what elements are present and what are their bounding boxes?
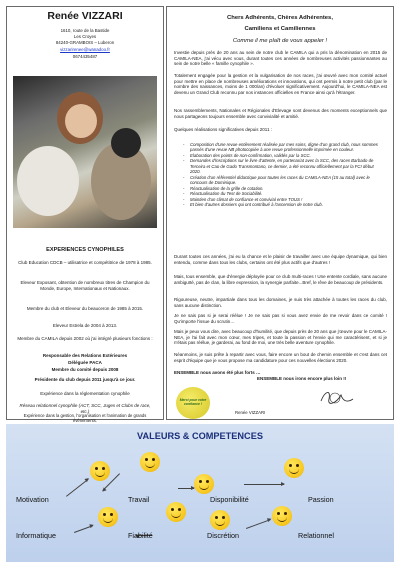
letter-paragraph: Durant toutes ces années, j'ai eu la chance et le plaisir de travailler avec une équipe dynamique, qui bien entendu, comme dans tous les clubs, certains ont été plus actifs que d'autres ! [174,254,387,265]
experience-item: Club Education CDCB – utilisatrice et compétitrice de 1978 à 1985. [18,260,152,265]
emoji-icon [194,474,214,494]
closing-line2: ENSEMBLE nous irons encore plus loin !! [257,376,347,381]
achievement-item: - Elaboration des points de non-confirmation, validés par la SCC. [181,153,383,158]
letter-paragraph: Mais je peux vous dire, avec beaucoup d'humilité, que depuis près de 20 ans que j'œuvre pour le CAMILA-NEA, je l'ai fait avec mon cœur, mes tripes, et toute la passion et l'envie qui me caractérisent, et si je n'étais pas réélue, je garderai, au fond de moi, une très belle aventure cynophile. [174,329,387,346]
emoji-icon [284,458,304,478]
letter-paragraph: Investie depuis près de 20 ans au sein de notre club le CAMILA qui a pris la dénomination en 2015 de CAMILA-NEA, j'ai vécu avec vous, durant toutes ces années de nombreuses activités passionnantes au sein de notre belle « famille cynophile ». [174,50,387,67]
emoji-icon [210,510,230,530]
experience-item: Expérience dans la réglementation cynophile [40,391,130,396]
letter-paragraph: Quelques réalisations significatives depuis 2011 : [174,127,272,132]
achievements-list [181,142,383,207]
portrait-photo [13,76,157,228]
experience-item: Membre du club et Eleveur du beauceron de 1985 à 2015. [26,306,144,311]
closing-line1: ENSEMBLE nous avons été plus forts … [174,370,261,375]
experiences-title: EXPERIENCES CYNOPHILES [46,247,124,253]
signature-icon [317,387,357,409]
address-line3: 84240-GRAMBOIS – Luberon [55,40,115,45]
emoji-icon [166,502,186,522]
achievement-item: - Réactualisation du Test de Sociabilité. [181,191,383,196]
achievement-item: - Maintien d'un climat de confiance et convivial entre TOUS ! [181,197,383,202]
achievement-item: - Réactualisation de la grille de cotation. [181,186,383,191]
achievement-item: - Demandes d'inscriptions sur le livre d'attente, en partenariat avec la SCC, des races Barbado de Terceira et Cao de Gado Transmontano, ce dernier, a été reconnu officiellement par la FCI début 2020. [181,158,383,174]
arrow-icon [244,484,284,485]
skill-travail: Travail [128,495,150,504]
emoji-icon [140,452,160,472]
arrow-icon [74,525,93,533]
address-line2: Les Croyes [73,34,97,39]
thanks-badge: Merci pour votre confiance ! [176,387,210,419]
achievement-item: - Composition d'une revue entièrement réalisée par mes soins, digne d'un grand club, nous sommes passés d'une revue NB photocopiée à une revue professionnelle imprimée en couleur. [181,142,383,153]
experience-item: Eleveur Exposant, obtention de nombreux titres de Champion du Monde, Europe, Internationaux et Nationaux. [20,280,150,291]
letter-column [166,6,394,420]
letter-paragraph: Nos rassemblements, Nationales et Régionales d'Elevage sont devenus des moments exceptionnels que nous partageons toujours ensemble avec convivialité et amitié. [174,108,387,119]
profile-name: Renée VIZZARI [47,10,123,22]
arrow-icon [178,488,194,489]
profile-column [6,6,164,424]
skill-fiabilite: Fiabilité [128,531,153,540]
experience-item: Présidente du club depuis 2011 jusqu'à ce jour. [34,377,136,382]
experience-item: Membre du comité depuis 2008 [51,367,119,372]
experience-item: Expérience dans la gestion, l'organisation et l'animation de grands évènements. [23,413,147,424]
phone: 0674435487 [72,54,98,59]
letter-paragraph: Mais, tous ensemble, que d'énergie déployée pour ce club multi-races ! Une entente cordiale, sans aucune ambiguïté, pas de clan, la libre expression, la synergie parfaite...Bref, le rêve de beaucoup de présidents. [174,274,387,285]
skill-motivation: Motivation [16,495,49,504]
greeting-italic: Comme il me plaît de vous appeler ! [232,38,328,44]
emoji-icon [90,461,110,481]
signature-name: Renée VIZZARI [235,410,266,415]
emoji-icon [98,507,118,527]
letter-paragraph: Néanmoins, je suis prête à repartir avec vous, faire encore un bout de chemin ensemble et c'est dans cet esprit d'équipe que je vous propose ma candidature pour ces nouvelles élections 2020. [174,352,387,363]
values-title: VALEURS & COMPETENCES [137,431,263,441]
letter-paragraph: Totalement engagée pour la gestion et la vulgarisation de nos races, j'ai œuvré avec mon comité actuel pour mettre en place de nombreuses améliorations et innovations, qui ont permis à notre petit club (par le nombre des naissances, moins de 1 000/an) d'évoluer significativement. Aujourd'hui, le CAMILA-NEA est devenu un Grand Club reconnu par nos instances officielles en France ainsi qu'à l'étranger. [174,73,387,95]
skill-disponibilite: Disponibilité [210,495,249,504]
skill-passion: Passion [308,495,334,504]
email-link[interactable]: vizzarirenee@wanadoo.fr [60,47,110,52]
address-line1: 1610, route de la Bastide [60,28,110,33]
experience-item: Eleveur Estrela de 2004 à 2013. [52,323,118,328]
skill-discretion: Discrétion [207,531,239,540]
greeting-line1: Chers Adhérents, Chères Adhérentes, [227,15,333,21]
experience-item: Déléguée PACA [68,360,102,365]
experience-item: Membre du CAMILA depuis 2002 où j'ai intégré plusieurs fonctions : [17,336,153,341]
experience-item: Réseau relationnel cynophile (ACT, SCC, Juges et Clubs de race, etc.) [19,403,151,414]
greeting-line2: Camiliens et Camiliennes [244,26,316,32]
values-panel [6,424,394,562]
letter-paragraph: Rigoureuse, neutre, impartiale dans tous les domaines, je suis très attachée à toutes les races du club, sans aucune distinction. [174,297,387,308]
arrow-icon [66,479,89,497]
skill-relationnel: Relationnel [298,531,334,540]
skill-informatique: Informatique [16,531,56,540]
achievement-item: - Création d'un référentiel didactique pour toutes les races du CAMILA-NEA (15 au total) avec le concours de Dominique. [181,175,383,186]
letter-paragraph: Je ne sais pas si je serai réélue ! Je ne sais pas si vous avez envie de me revoir dans ce comité ! Qu'importe l'issue du scrutin… [174,313,387,324]
achievement-item: - Et bien d'autres dossiers qui ont contribué à l'ascension de notre club. [181,202,383,207]
experience-item: Responsable des Relations Extérieures [42,353,128,358]
arrow-icon [246,519,271,529]
emoji-icon [272,506,292,526]
